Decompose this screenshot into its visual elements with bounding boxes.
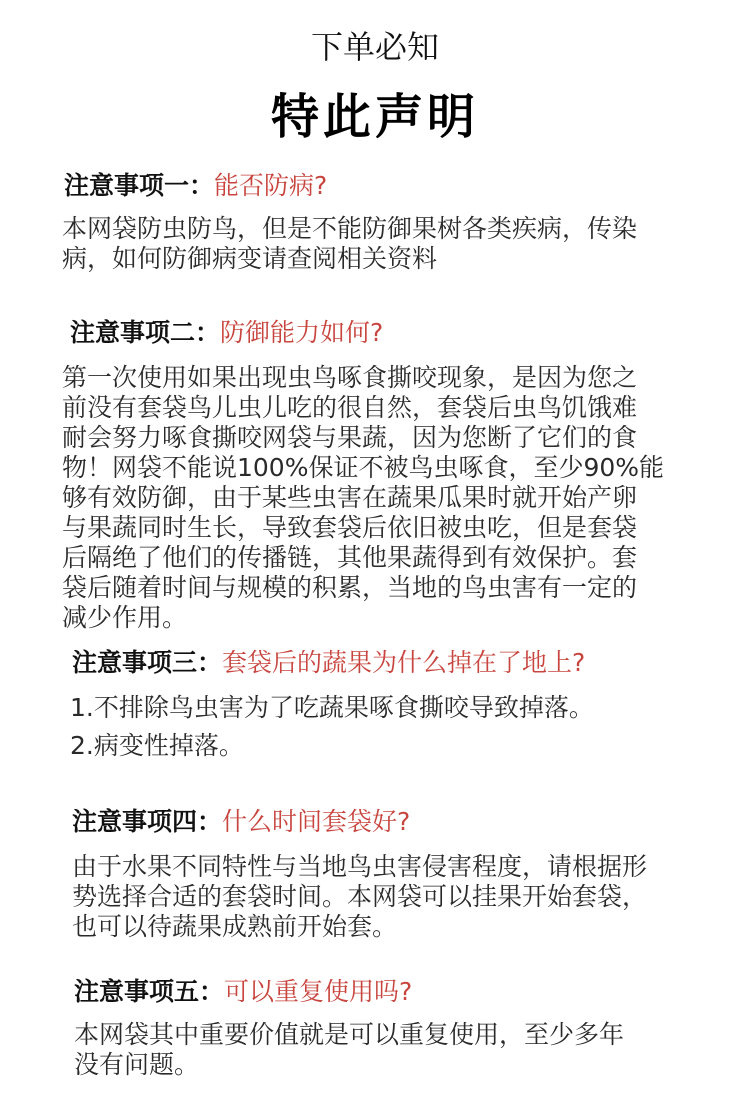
notice-label: 注意事项四：: [72, 807, 223, 836]
body-line: 物！网袋不能说100%保证不被鸟虫啄食，至少90%能: [62, 453, 665, 482]
notice-question: 可以重复使用吗?: [224, 977, 413, 1006]
body-line: 袋后随着时间与规模的积累，当地的鸟虫害有一定的: [62, 573, 638, 602]
body-line: 耐会努力啄食撕咬网袋与果蔬，因为您断了它们的食: [62, 423, 638, 452]
body-line: 第一次使用如果出现虫鸟啄食撕咬现象，是因为您之: [62, 363, 638, 392]
body-line: 够有效防御，由于某些虫害在蔬果瓜果时就开始产卵: [62, 483, 638, 512]
notice-label: 注意事项一：: [64, 171, 215, 200]
notice-section-3: [0, 643, 750, 765]
notice-body-5: [74, 1020, 750, 1080]
body-line: 由于水果不同特性与当地鸟虫害侵害程度，请根据形: [72, 852, 648, 881]
notice-question: 能否防病?: [214, 171, 328, 200]
body-line: 后隔绝了他们的传播链，其他果蔬得到有效保护。套: [62, 543, 638, 572]
notice-section-5: [0, 972, 750, 1080]
page-subtitle: 下单必知: [310, 28, 439, 66]
notice-question: 套袋后的蔬果为什么掉在了地上?: [222, 648, 586, 677]
body-line: 与果蔬同时生长，导致套袋后依旧被虫吃，但是套袋: [62, 513, 638, 542]
notice-heading-5: [74, 972, 750, 1008]
notice-label: 注意事项二：: [70, 318, 221, 347]
body-line: 减少作用。: [62, 603, 188, 632]
notice-body-3: [70, 689, 750, 765]
notice-question: 防御能力如何?: [220, 318, 384, 347]
notice-heading-2: [70, 313, 750, 349]
body-line: 本网袋防虫防鸟，但是不能防御果树各类疾病，传染: [62, 214, 638, 243]
notice-question: 什么时间套袋好?: [222, 807, 411, 836]
notice-label: 注意事项五：: [74, 977, 225, 1006]
body-line: 没有问题。: [74, 1050, 200, 1079]
page-title: 特此声明: [270, 89, 479, 145]
body-line: 势选择合适的套袋时间。本网袋可以挂果开始套袋，: [72, 882, 648, 911]
notice-heading-3: [72, 643, 750, 679]
notice-label: 注意事项三：: [72, 648, 223, 677]
body-line: 也可以待蔬果成熟前开始套。: [72, 912, 398, 941]
notice-body-1: [62, 214, 750, 274]
notice-section-1: [0, 166, 750, 274]
notice-body-2: [62, 363, 750, 633]
notice-section-4: [0, 802, 750, 942]
body-line: 前没有套袋鸟儿虫儿吃的很自然，套袋后虫鸟饥饿难: [62, 393, 638, 422]
body-line: 病，如何防御病变请查阅相关资料: [62, 244, 438, 273]
notice-heading-1: [64, 166, 750, 202]
notice-section-2: [0, 313, 750, 633]
notice-body-4: [72, 852, 750, 942]
body-line: 1.不排除鸟虫害为了吃蔬果啄食撕咬导致掉落。: [70, 693, 594, 722]
body-line: 2.病变性掉落。: [70, 731, 244, 760]
notice-heading-4: [72, 802, 750, 838]
body-line: 本网袋其中重要价值就是可以重复使用，至少多年: [74, 1020, 625, 1049]
